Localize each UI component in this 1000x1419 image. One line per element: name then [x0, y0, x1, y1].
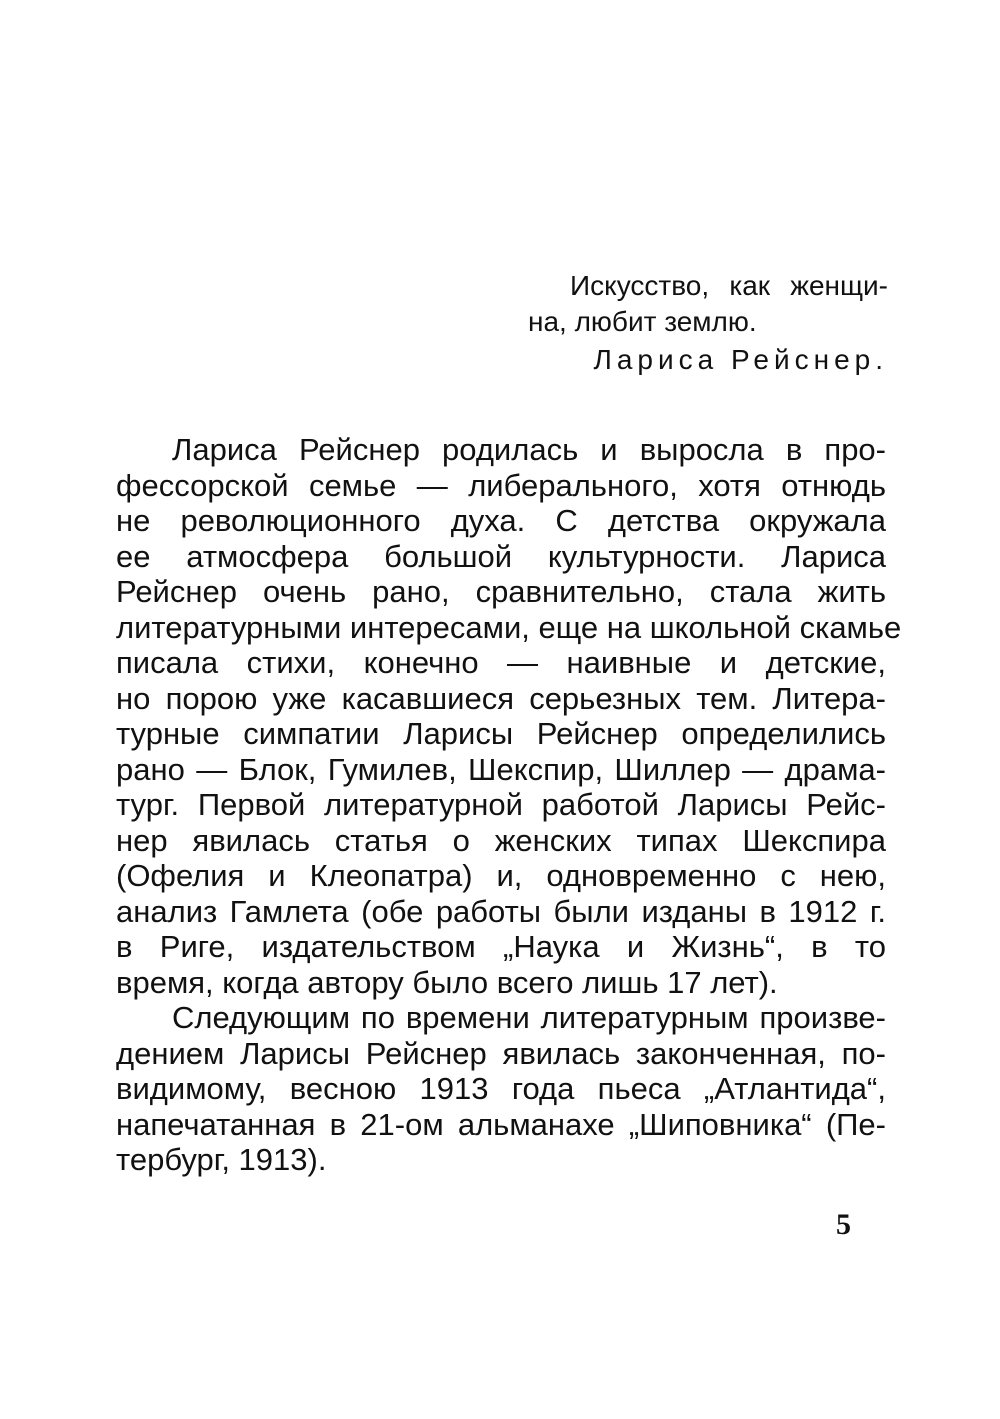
text-line: напечатанная в 21-ом альманахе „Шиповника“ (Пе-	[116, 1106, 886, 1142]
text-line: в Риге, издательством „Наука и Жизнь“, в то	[116, 929, 886, 964]
text-line: писала стихи, конечно — наивные и детские,	[116, 645, 886, 680]
text-line: фессорской семье — либерального, хотя отнюдь	[116, 467, 886, 503]
text-line: нер явилась статья о женских типах Шекспира	[116, 822, 886, 858]
text-line: тербург, 1913).	[116, 1142, 327, 1177]
text-line: тург. Первой литературной работой Ларисы Рейс-	[116, 787, 886, 822]
epigraph-line-2: на, любит землю.	[528, 306, 757, 337]
text-line: ее атмосфера большой культурности. Лариса	[116, 538, 886, 574]
text-line: время, когда автору было всего лишь 17 лет).	[116, 964, 778, 1000]
text-line: видимому, весною 1913 года пьеса „Атлантида“,	[116, 1071, 886, 1106]
text-line: Рейснер очень рано, сравнительно, стала жить	[116, 574, 886, 609]
text-line: рано — Блок, Гумилев, Шекспир, Шиллер — драма-	[116, 751, 886, 787]
text-line: Лариса Рейснер родилась и выросла в про-	[172, 432, 886, 467]
text-line: (Офелия и Клеопатра) и, одновременно с нею,	[116, 858, 886, 893]
text-line: турные симпатии Ларисы Рейснер определились	[116, 716, 886, 751]
text-line: Следующим по времени литературным произве-	[172, 1000, 886, 1035]
text-line: литературными интересами, еще на школьной скамье	[116, 609, 902, 645]
epigraph	[528, 268, 888, 378]
text-line: дением Ларисы Рейснер явилась законченная, по-	[116, 1035, 886, 1071]
paragraph-2	[116, 1000, 886, 1178]
text-line: анализ Гамлета (обе работы были изданы в 1912 г.	[116, 893, 886, 929]
text-line: но порою уже касавшиеся серьезных тем. Литера-	[116, 680, 886, 716]
epigraph-line-1: Искусство, как женщи-	[570, 270, 888, 301]
text-line: не революционного духа. С детства окружала	[116, 503, 886, 538]
body-text	[116, 432, 902, 1178]
paragraph-1	[116, 432, 902, 1000]
page-number: 5	[836, 1208, 851, 1241]
epigraph-author: Лариса Рейснер.	[593, 344, 888, 375]
